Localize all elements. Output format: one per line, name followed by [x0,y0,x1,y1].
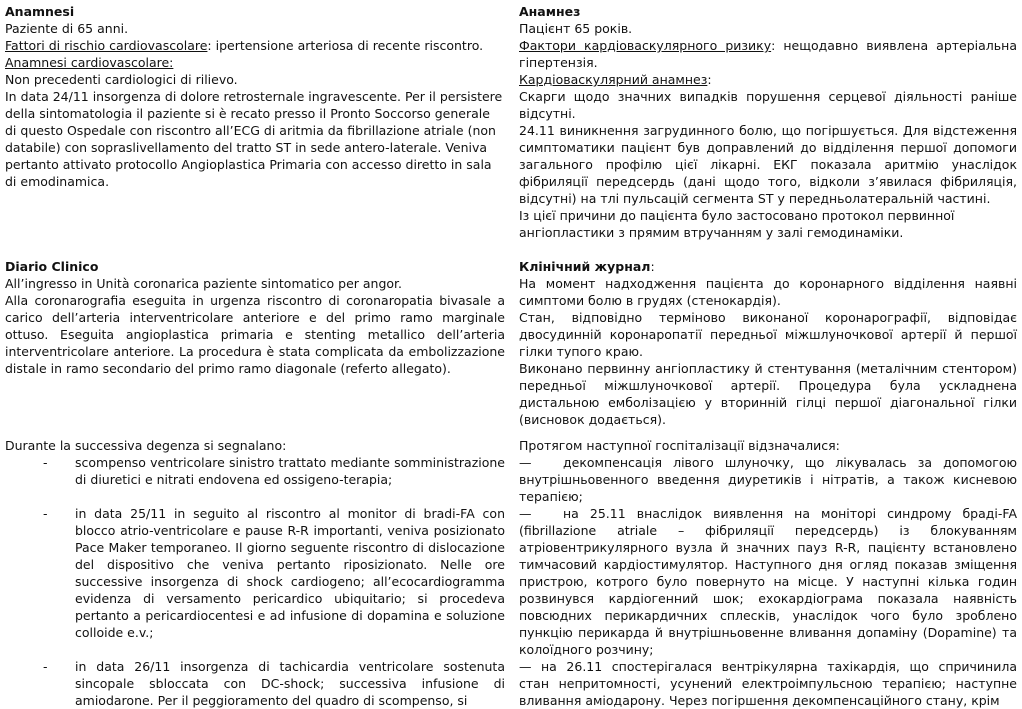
paragraph-text: Пацієнт 65 років. [519,21,633,36]
section-heading-text: Diario Clinico [5,259,99,274]
paragraph [5,88,505,190]
section-row-anamnesis [5,3,1017,258]
paragraph [519,275,1017,309]
paragraph [5,37,505,54]
underlined-phrase: Фактори кардіоваскулярного ризику [519,38,772,53]
column-italian [5,258,505,377]
column-ukrainian [519,437,1017,709]
paragraph [5,71,505,88]
paragraph-text: : [707,72,712,87]
paragraph-text: Non precedenti cardiologici di rilievo. [5,72,238,87]
paragraph-text: Скарги щодо значних випадків порушення серцевої діяльності раніше відсутні. [519,89,1017,121]
paragraph-text: : ipertensione arteriosa di recente riscontro. [207,38,484,53]
dash-item-text: декомпенсація лівого шлуночку, що лікувалась за допомогою внутрішньовенного введення диуретиків і нітратів, а також кисневою терапією; [519,455,1017,504]
section-row-clinical-diary [5,258,1017,437]
paragraph-text: 24.11 виникнення загрудинного болю, що погіршується. Для відстеження симптоматики пацієнт був доправлений до відділення першої допомоги загального профілю цієї лікарні. ЕКГ показала аритмію унаслідок фібриляції передсердь (дані щодо того, відколи з’явилася фібриляція, відсутні) на тлі пульсацій сегмента ST у передньолатеральній частині. [519,123,1017,206]
paragraph-text: На момент надходження пацієнта до коронарного відділення наявні симптоми болю в грудях (стенокардія). [519,276,1017,308]
paragraph [519,37,1017,71]
paragraph [519,20,1017,37]
paragraph-text: Виконано первинну ангіопластику й стентування (металічним стентором) передньої міжшлуночкової артерії. Процедура була ускладнена дистальною емболізацією у вторинній гілці першої діагональної гілки (висновок додається). [519,361,1017,427]
hyphen-bullet: - [43,659,48,674]
hyphen-bullet: - [43,506,48,521]
dash-item-text: на 26.11 спостерігалася вентрікулярна тахікардія, що спричинила стан непритомності, усунений електроімпульсною терапією; наступне вливання аміодарону. Через погіршення декомпенсаційного стану, крім [519,659,1017,708]
section-heading [5,258,505,275]
paragraph [5,437,505,454]
dash-item [519,454,1017,505]
paragraph [519,122,1017,207]
underlined-phrase: Кардіоваскулярний анамнез [519,72,708,87]
section-heading-suffix: : [650,259,655,274]
dash-item [519,658,1017,709]
paragraph [519,360,1017,428]
underlined-phrase: Anamnesi cardiovascolare: [5,55,174,70]
paragraph [519,207,1017,241]
paragraph-text: Стан, відповідно терміново виконаної коронарографії, відповідає двосудинній коронаропатії передньої міжшлуночкової артерії й першої гілки тупого краю. [519,310,1017,359]
paragraph [5,292,505,377]
section-row-hospitalization-course [5,437,1017,709]
paragraph [519,437,1017,454]
dash-item-text: на 25.11 внаслідок виявлення на моніторі синдрому браді-FA (fibrillazione atriale – фібриляції передсердь) із блокуванням атріовентрикулярного вузла й значних пауз R-R, пацієнту встановлено тимчасовий кардіостимулятор. Наступного дня огляд показав зміщення пристрою, котрого було повернуто на місце. У наступні кілька годин розвинувся кардіогенний шок; ехокардіограма показала наявність повсюдних перикардичних сплесків, унаслідок чого було зроблено пункцію перикарда й внутрішньовенне вливання допаміну (Dopamine) та колоїдного розчину; [519,506,1017,657]
list-item-text: in data 26/11 insorgenza di tachicardia ventricolare sostenuta sincopale sbloccata con DC-shock; successiva infusione di amiodarone. Per il peggioramento del quadro di scompenso, si [75,659,505,708]
paragraph-text: Paziente di 65 anni. [5,21,129,36]
paragraph-text: : нещодавно виявлена артеріальна гіпертензія. [519,38,1017,70]
list-item [5,658,505,709]
em-dash-bullet: — [519,455,532,470]
hyphen-bullet: - [43,455,48,470]
paragraph-text: In data 24/11 insorgenza di dolore retrosternale ingravescente. Per il persistere della sintomatologia il paziente si è recato presso il Pronto Soccorso generale di questo Ospedale con riscontro all’ECG di aritmia da fibrillazione atriale (non databile) con sopraslivellamento del tratto ST in sede antero-laterale. Veniva pertanto attivato protocollo Angioplastica Primaria con accesso diretto in sala di emodinamica. [5,89,503,189]
paragraph [519,88,1017,122]
list-item-text: scompenso ventricolare sinistro trattato mediante somministrazione di diuretici e nitrati endovena ed ossigeno-terapia; [75,455,505,487]
paragraph-text: Durante la successiva degenza si segnalano: [5,438,287,453]
dash-item [519,505,1017,658]
column-ukrainian [519,258,1017,428]
column-italian [5,3,505,190]
paragraph [5,20,505,37]
section-heading-text: Анамнез [519,4,581,19]
em-dash-bullet: — [519,506,532,521]
section-heading [519,3,1017,20]
section-heading-text: Anamnesi [5,4,75,19]
paragraph [519,309,1017,360]
underlined-phrase: Fattori di rischio cardiovascolare [5,38,208,53]
paragraph-text: Alla coronarografia eseguita in urgenza riscontro di coronaropatia bivasale a carico dell’arteria interventricolare anteriore e del primo ramo marginale ottuso. Eseguita angioplastica primaria e stenting metallico dell’arteria interventricolare anteriore. La procedura è stata complicata da embolizzazione distale in ramo secondario del primo ramo diagonale (referto allegato). [5,293,505,376]
column-italian [5,437,505,709]
section-heading-text: Клінічний журнал [519,259,651,274]
section-heading [519,258,1017,275]
em-dash-bullet: — [519,659,532,674]
list-item [5,454,505,488]
paragraph-text: All’ingresso in Unità coronarica paziente sintomatico per angor. [5,276,403,291]
list-item-text: in data 25/11 in seguito al riscontro al monitor di bradi-FA con blocco atrio-ventricolare e pause R-R importanti, veniva posizionato Pace Maker temporaneo. Il giorno seguente riscontro di dislocazione del dispositivo che veniva pertanto riposizionato. Nelle ore successive insorgenza di shock cardiogeno; all’ecocardiogramma evidenza di versamento pericardico ubiquitario; si procedeva pertanto a pericardiocentesi e ad infusione di dopamina e soluzione colloide e.v.; [75,506,505,640]
section-heading [5,3,505,20]
list-item [5,505,505,641]
paragraph-text: Із цієї причини до пацієнта було застосовано протокол первинної ангіопластики з прямим втручанням у залі гемодинаміки. [519,208,955,240]
paragraph [5,275,505,292]
paragraph [5,54,505,71]
column-ukrainian [519,3,1017,241]
paragraph [519,71,1017,88]
paragraph-text: Протягом наступної госпіталізації відзначалися: [519,438,840,453]
